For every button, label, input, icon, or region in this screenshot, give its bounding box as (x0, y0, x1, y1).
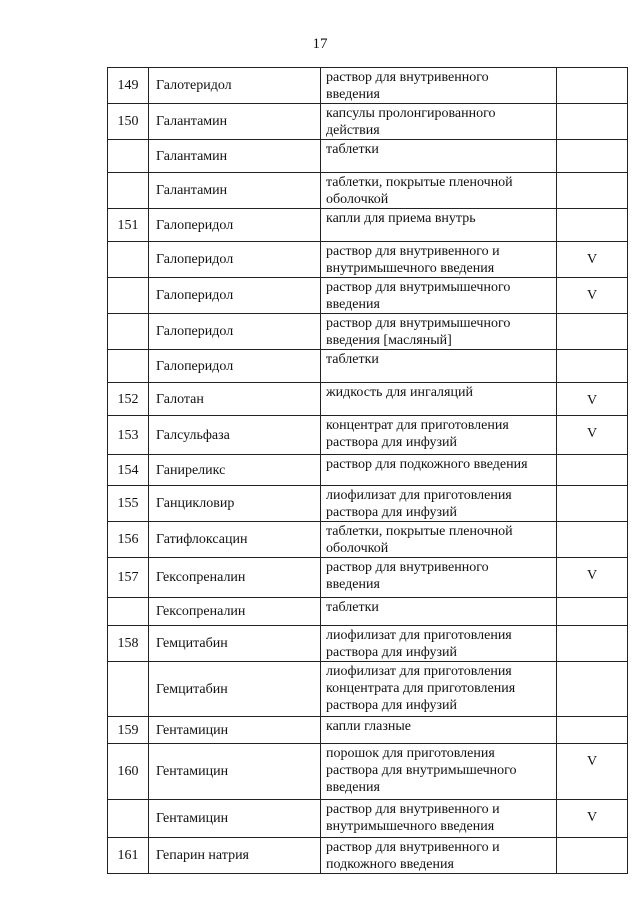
mark-cell: V (557, 278, 628, 314)
row-number (108, 278, 149, 314)
dosage-form (321, 662, 557, 717)
table-row (108, 416, 628, 455)
row-number: 161 (108, 838, 149, 874)
dosage-form (321, 717, 557, 744)
mark-cell (557, 486, 628, 522)
dosage-form-line: таблетки (326, 352, 379, 367)
mark-cell (557, 209, 628, 242)
dosage-form-line: лиофилизат для приготовления (326, 664, 512, 679)
dosage-form (321, 455, 557, 486)
mark-cell (557, 626, 628, 662)
table-row (108, 104, 628, 140)
dosage-form-line: введения (326, 577, 380, 592)
dosage-form-line: раствор для внутримышечного (326, 316, 511, 331)
row-number: 157 (108, 558, 149, 598)
dosage-form-line: введения [масляный] (326, 333, 452, 348)
dosage-form-line: раствор для внутривенного (326, 70, 489, 85)
table-row (108, 278, 628, 314)
dosage-form-line: раствора для инфузий (326, 505, 458, 520)
mark-cell: V (557, 800, 628, 838)
mark-cell (557, 173, 628, 209)
dosage-form-line: раствор для внутривенного и (326, 802, 500, 817)
dosage-form-line: подкожного введения (326, 857, 454, 872)
drug-name: Ганцикловир (149, 486, 321, 522)
table-row (108, 455, 628, 486)
row-number (108, 314, 149, 350)
dosage-form (321, 209, 557, 242)
table-row (108, 486, 628, 522)
mark-cell (557, 717, 628, 744)
row-number: 150 (108, 104, 149, 140)
dosage-form-line: введения (326, 297, 380, 312)
row-number: 160 (108, 744, 149, 800)
table-row (108, 558, 628, 598)
mark-cell (557, 838, 628, 874)
mark-cell (557, 522, 628, 558)
dosage-form-line: порошок для приготовления (326, 746, 495, 761)
dosage-form-line: таблетки (326, 142, 379, 157)
dosage-form-line: оболочкой (326, 541, 389, 556)
dosage-form-line: лиофилизат для приготовления (326, 488, 512, 503)
dosage-form-line: действия (326, 123, 380, 138)
mark-cell: V (557, 558, 628, 598)
dosage-form-line: раствора для внутримышечного (326, 763, 517, 778)
drug-name: Галантамин (149, 104, 321, 140)
row-number (108, 242, 149, 278)
drug-name: Галоперидол (149, 314, 321, 350)
table-row (108, 598, 628, 626)
dosage-form-line: жидкость для ингаляций (326, 385, 473, 400)
table-row (108, 838, 628, 874)
dosage-form (321, 558, 557, 598)
drug-name: Гексопреналин (149, 558, 321, 598)
dosage-form (321, 486, 557, 522)
table-row (108, 800, 628, 838)
mark-cell (557, 455, 628, 486)
dosage-form (321, 416, 557, 455)
mark-cell (557, 104, 628, 140)
drug-name: Галантамин (149, 173, 321, 209)
drug-name: Гентамицин (149, 717, 321, 744)
dosage-form (321, 522, 557, 558)
row-number: 158 (108, 626, 149, 662)
mark-cell: V (557, 416, 628, 455)
row-number: 159 (108, 717, 149, 744)
dosage-form-line: концентрата для приготовления (326, 681, 516, 696)
drug-name: Галсульфаза (149, 416, 321, 455)
table-row (108, 744, 628, 800)
row-number: 151 (108, 209, 149, 242)
dosage-form-line: таблетки, покрытые пленочной (326, 524, 513, 539)
drug-name: Галотан (149, 383, 321, 416)
table-row (108, 242, 628, 278)
table-row (108, 209, 628, 242)
dosage-form-line: введения (326, 87, 380, 102)
dosage-form (321, 598, 557, 626)
dosage-form-line: лиофилизат для приготовления (326, 628, 512, 643)
row-number (108, 350, 149, 383)
drug-name: Гемцитабин (149, 662, 321, 717)
dosage-form (321, 68, 557, 104)
row-number (108, 800, 149, 838)
page-number: 17 (312, 36, 328, 52)
row-number: 155 (108, 486, 149, 522)
table-row (108, 522, 628, 558)
drug-table (107, 67, 628, 874)
drug-name: Галоперидол (149, 278, 321, 314)
mark-cell (557, 662, 628, 717)
dosage-form-line: раствор для внутривенного и (326, 244, 500, 259)
table-row (108, 662, 628, 717)
dosage-form (321, 383, 557, 416)
mark-cell (557, 314, 628, 350)
dosage-form (321, 838, 557, 874)
table-row (108, 383, 628, 416)
dosage-form-line: раствор для подкожного введения (326, 457, 528, 472)
row-number (108, 173, 149, 209)
row-number: 153 (108, 416, 149, 455)
mark-cell (557, 598, 628, 626)
row-number: 152 (108, 383, 149, 416)
dosage-form (321, 350, 557, 383)
dosage-form (321, 278, 557, 314)
dosage-form-line: концентрат для приготовления (326, 418, 509, 433)
drug-name: Гепарин натрия (149, 838, 321, 874)
dosage-form-line: раствора для инфузий (326, 698, 458, 713)
drug-name: Гексопреналин (149, 598, 321, 626)
dosage-form-line: раствора для инфузий (326, 645, 458, 660)
mark-cell: V (557, 744, 628, 800)
dosage-form-line: внутримышечного введения (326, 261, 495, 276)
dosage-form-line: внутримышечного введения (326, 819, 495, 834)
dosage-form (321, 626, 557, 662)
table-row (108, 314, 628, 350)
mark-cell: V (557, 242, 628, 278)
mark-cell (557, 68, 628, 104)
dosage-form (321, 800, 557, 838)
table-row (108, 350, 628, 383)
dosage-form-line: капли для приема внутрь (326, 211, 476, 226)
row-number (108, 140, 149, 173)
drug-name: Галоперидол (149, 350, 321, 383)
dosage-form-line: раствор для внутримышечного (326, 280, 511, 295)
drug-name: Гатифлоксацин (149, 522, 321, 558)
mark-cell: V (557, 383, 628, 416)
row-number (108, 662, 149, 717)
mark-cell (557, 350, 628, 383)
row-number: 154 (108, 455, 149, 486)
dosage-form-line: раствора для инфузий (326, 435, 458, 450)
dosage-form-line: таблетки (326, 600, 379, 615)
table-body (108, 68, 628, 874)
table-row (108, 68, 628, 104)
table-row (108, 140, 628, 173)
dosage-form (321, 314, 557, 350)
table-row (108, 626, 628, 662)
drug-name: Галоперидол (149, 242, 321, 278)
mark-cell (557, 140, 628, 173)
dosage-form (321, 140, 557, 173)
table-row (108, 173, 628, 209)
row-number: 156 (108, 522, 149, 558)
dosage-form-line: введения (326, 780, 380, 795)
dosage-form (321, 173, 557, 209)
dosage-form-line: таблетки, покрытые пленочной (326, 175, 513, 190)
dosage-form (321, 104, 557, 140)
table-row (108, 717, 628, 744)
dosage-form-line: раствор для внутривенного и (326, 840, 500, 855)
dosage-form (321, 242, 557, 278)
drug-name: Галантамин (149, 140, 321, 173)
drug-name: Галотеридол (149, 68, 321, 104)
drug-name: Галоперидол (149, 209, 321, 242)
dosage-form-line: капли глазные (326, 719, 411, 734)
row-number: 149 (108, 68, 149, 104)
row-number (108, 598, 149, 626)
dosage-form-line: раствор для внутривенного (326, 560, 489, 575)
drug-name: Гентамицин (149, 744, 321, 800)
drug-name: Гентамицин (149, 800, 321, 838)
dosage-form-line: оболочкой (326, 192, 389, 207)
drug-name: Ганиреликс (149, 455, 321, 486)
dosage-form-line: капсулы пролонгированного (326, 106, 496, 121)
drug-name: Гемцитабин (149, 626, 321, 662)
dosage-form (321, 744, 557, 800)
